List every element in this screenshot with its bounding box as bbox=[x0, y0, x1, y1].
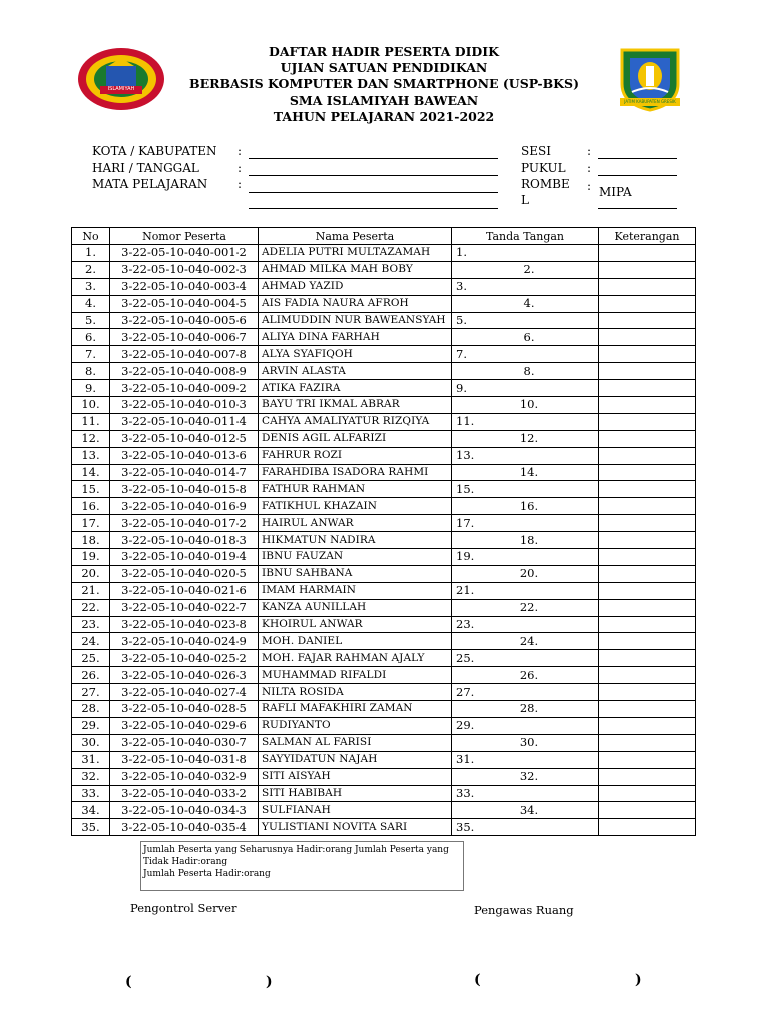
kota-label: KOTA / KABUPATEN bbox=[92, 144, 217, 158]
row-no: 14. bbox=[72, 464, 110, 481]
rombel-value: MIPA bbox=[599, 185, 632, 199]
table-row bbox=[72, 312, 696, 329]
table-row bbox=[72, 413, 696, 430]
row-nama-peserta: SITI HABIBAH bbox=[259, 785, 452, 802]
row-no: 12. bbox=[72, 430, 110, 447]
row-tanda-tangan[interactable] bbox=[452, 278, 599, 295]
col-header-nama: Nama Peserta bbox=[259, 228, 452, 245]
sesi-field[interactable] bbox=[598, 158, 677, 159]
row-nama-peserta: ALIYA DINA FARHAH bbox=[259, 329, 452, 346]
row-tanda-tangan[interactable] bbox=[452, 464, 599, 481]
table-row bbox=[72, 802, 696, 819]
summary-line: Tidak Hadir:orang bbox=[143, 857, 228, 867]
title-line: DAFTAR HADIR PESERTA DIDIK bbox=[269, 44, 499, 59]
table-row bbox=[72, 684, 696, 701]
signature-number: 3. bbox=[456, 279, 467, 294]
table-row bbox=[72, 532, 696, 549]
row-nomor-peserta: 3-22-05-10-040-016-9 bbox=[110, 498, 259, 515]
signature-number: 28. bbox=[519, 701, 539, 716]
table-row bbox=[72, 667, 696, 684]
table-row bbox=[72, 582, 696, 599]
left-signature-close: ) bbox=[266, 974, 273, 990]
row-tanda-tangan[interactable] bbox=[452, 481, 599, 498]
row-keterangan[interactable] bbox=[599, 768, 696, 785]
hari-label: HARI / TANGGAL bbox=[92, 161, 199, 175]
row-nama-peserta: YULISTIANI NOVITA SARI bbox=[259, 819, 452, 836]
row-keterangan[interactable] bbox=[599, 245, 696, 262]
row-nomor-peserta: 3-22-05-10-040-018-3 bbox=[110, 532, 259, 549]
col-header-keterangan: Keterangan bbox=[599, 228, 696, 245]
row-keterangan[interactable] bbox=[599, 329, 696, 346]
row-no: 30. bbox=[72, 734, 110, 751]
row-no: 29. bbox=[72, 717, 110, 734]
row-nama-peserta: ARVIN ALASTA bbox=[259, 363, 452, 380]
row-no: 5. bbox=[72, 312, 110, 329]
row-nomor-peserta: 3-22-05-10-040-031-8 bbox=[110, 751, 259, 768]
row-tanda-tangan[interactable] bbox=[452, 498, 599, 515]
signature-number: 10. bbox=[519, 397, 539, 412]
row-keterangan[interactable] bbox=[599, 701, 696, 718]
signature-number: 22. bbox=[519, 600, 539, 615]
school-logo-text: ISLAMIYAH bbox=[107, 86, 135, 92]
row-tanda-tangan[interactable] bbox=[452, 717, 599, 734]
row-nomor-peserta: 3-22-05-10-040-028-5 bbox=[110, 701, 259, 718]
row-no: 13. bbox=[72, 447, 110, 464]
row-nomor-peserta: 3-22-05-10-040-021-6 bbox=[110, 582, 259, 599]
rombel-field[interactable] bbox=[598, 208, 677, 209]
row-keterangan[interactable] bbox=[599, 734, 696, 751]
right-signature-close: ) bbox=[635, 972, 642, 988]
table-row bbox=[72, 363, 696, 380]
row-no: 7. bbox=[72, 346, 110, 363]
row-keterangan[interactable] bbox=[599, 447, 696, 464]
table-row bbox=[72, 734, 696, 751]
row-no: 21. bbox=[72, 582, 110, 599]
row-no: 10. bbox=[72, 397, 110, 414]
row-keterangan[interactable] bbox=[599, 261, 696, 278]
row-tanda-tangan[interactable] bbox=[452, 515, 599, 532]
col-header-nomor: Nomor Peserta bbox=[110, 228, 259, 245]
row-nama-peserta: SALMAN AL FARISI bbox=[259, 734, 452, 751]
row-keterangan[interactable] bbox=[599, 532, 696, 549]
table-row bbox=[72, 515, 696, 532]
summary-line: Jumlah Peserta yang Seharusnya Hadir:orang Jumlah Peserta yang bbox=[143, 845, 449, 855]
signature-number: 23. bbox=[456, 617, 475, 632]
row-nama-peserta: AHMAD MILKA MAH BOBY bbox=[259, 261, 452, 278]
table-row bbox=[72, 346, 696, 363]
signature-number: 5. bbox=[456, 313, 467, 327]
table-row bbox=[72, 447, 696, 464]
row-no: 15. bbox=[72, 481, 110, 498]
row-keterangan[interactable] bbox=[599, 481, 696, 498]
row-no: 27. bbox=[72, 684, 110, 701]
row-no: 35. bbox=[72, 819, 110, 836]
signature-number: 25. bbox=[456, 650, 475, 665]
row-no: 32. bbox=[72, 768, 110, 785]
title-line: BERBASIS KOMPUTER DAN SMARTPHONE (USP-BKS) bbox=[189, 76, 579, 92]
row-nomor-peserta: 3-22-05-10-040-034-3 bbox=[110, 802, 259, 819]
row-keterangan[interactable] bbox=[599, 515, 696, 532]
row-nomor-peserta: 3-22-05-10-040-022-7 bbox=[110, 599, 259, 616]
row-keterangan[interactable] bbox=[599, 278, 696, 295]
table-row bbox=[72, 498, 696, 515]
table-row bbox=[72, 650, 696, 667]
row-tanda-tangan[interactable] bbox=[452, 261, 599, 278]
signature-number: 8. bbox=[523, 363, 535, 378]
colon: : bbox=[587, 144, 592, 158]
table-row bbox=[72, 633, 696, 650]
row-nomor-peserta: 3-22-05-10-040-002-3 bbox=[110, 261, 259, 278]
document-title bbox=[0, 44, 768, 125]
signature-number: 4. bbox=[523, 296, 535, 311]
row-tanda-tangan[interactable] bbox=[452, 245, 599, 262]
row-tanda-tangan[interactable] bbox=[452, 751, 599, 768]
row-keterangan[interactable] bbox=[599, 802, 696, 819]
summary-box bbox=[140, 841, 464, 891]
title-line: UJIAN SATUAN PENDIDIKAN bbox=[280, 60, 488, 76]
row-keterangan[interactable] bbox=[599, 582, 696, 599]
table-row bbox=[72, 599, 696, 616]
row-nomor-peserta: 3-22-05-10-040-006-7 bbox=[110, 329, 259, 346]
row-keterangan[interactable] bbox=[599, 549, 696, 566]
signature-number: 20. bbox=[519, 566, 539, 581]
row-nama-peserta: DENIS AGIL ALFARIZI bbox=[259, 430, 452, 447]
row-nama-peserta: SULFIANAH bbox=[259, 802, 452, 819]
row-tanda-tangan[interactable] bbox=[452, 785, 599, 802]
signature-number: 30. bbox=[519, 735, 539, 750]
row-keterangan[interactable] bbox=[599, 430, 696, 447]
row-nama-peserta: BAYU TRI IKMAL ABRAR bbox=[259, 397, 452, 414]
row-no: 6. bbox=[72, 329, 110, 346]
row-keterangan[interactable] bbox=[599, 633, 696, 650]
row-tanda-tangan[interactable] bbox=[452, 582, 599, 599]
row-nama-peserta: ALIMUDDIN NUR BAWEANSYAH bbox=[259, 312, 452, 329]
row-keterangan[interactable] bbox=[599, 616, 696, 633]
row-no: 23. bbox=[72, 616, 110, 633]
row-nama-peserta: HIKMATUN NADIRA bbox=[259, 532, 452, 549]
row-tanda-tangan[interactable] bbox=[452, 701, 599, 718]
row-no: 28. bbox=[72, 701, 110, 718]
left-signature-open: ( bbox=[125, 974, 132, 990]
sesi-label: SESI bbox=[521, 144, 551, 158]
row-nomor-peserta: 3-22-05-10-040-033-2 bbox=[110, 785, 259, 802]
row-nomor-peserta: 3-22-05-10-040-012-5 bbox=[110, 430, 259, 447]
colon: : bbox=[238, 144, 243, 158]
row-tanda-tangan[interactable] bbox=[452, 667, 599, 684]
row-keterangan[interactable] bbox=[599, 380, 696, 397]
row-nomor-peserta: 3-22-05-10-040-013-6 bbox=[110, 447, 259, 464]
row-nomor-peserta: 3-22-05-10-040-019-4 bbox=[110, 549, 259, 566]
pengontrol-server-label: Pengontrol Server bbox=[130, 901, 237, 915]
row-no: 4. bbox=[72, 295, 110, 312]
row-keterangan[interactable] bbox=[599, 498, 696, 515]
row-no: 1. bbox=[72, 245, 110, 262]
row-nomor-peserta: 3-22-05-10-040-035-4 bbox=[110, 819, 259, 836]
signature-number: 33. bbox=[456, 785, 475, 800]
row-tanda-tangan[interactable] bbox=[452, 363, 599, 380]
row-nomor-peserta: 3-22-05-10-040-004-5 bbox=[110, 295, 259, 312]
table-row bbox=[72, 430, 696, 447]
row-tanda-tangan[interactable] bbox=[452, 684, 599, 701]
row-keterangan[interactable] bbox=[599, 346, 696, 363]
signature-number: 13. bbox=[456, 448, 475, 463]
row-nomor-peserta: 3-22-05-10-040-027-4 bbox=[110, 684, 259, 701]
row-nama-peserta: ATIKA FAZIRA bbox=[259, 380, 452, 397]
table-row bbox=[72, 616, 696, 633]
table-row bbox=[72, 329, 696, 346]
row-keterangan[interactable] bbox=[599, 397, 696, 414]
row-tanda-tangan[interactable] bbox=[452, 616, 599, 633]
row-no: 31. bbox=[72, 751, 110, 768]
row-nama-peserta: AHMAD YAZID bbox=[259, 278, 452, 295]
row-nomor-peserta: 3-22-05-10-040-009-2 bbox=[110, 380, 259, 397]
row-no: 26. bbox=[72, 667, 110, 684]
row-no: 3. bbox=[72, 278, 110, 295]
pukul-field[interactable] bbox=[598, 175, 677, 176]
row-no: 9. bbox=[72, 380, 110, 397]
regency-logo-text: JATIM KABUPATEN GRESIK bbox=[624, 99, 676, 104]
table-row bbox=[72, 701, 696, 718]
row-nomor-peserta: 3-22-05-10-040-014-7 bbox=[110, 464, 259, 481]
row-tanda-tangan[interactable] bbox=[452, 549, 599, 566]
row-tanda-tangan[interactable] bbox=[452, 819, 599, 836]
row-keterangan[interactable] bbox=[599, 717, 696, 734]
table-row bbox=[72, 380, 696, 397]
signature-number: 26. bbox=[519, 667, 539, 682]
row-tanda-tangan[interactable] bbox=[452, 650, 599, 667]
row-nama-peserta: KHOIRUL ANWAR bbox=[259, 616, 452, 633]
row-nomor-peserta: 3-22-05-10-040-024-9 bbox=[110, 633, 259, 650]
row-keterangan[interactable] bbox=[599, 751, 696, 768]
signature-number: 2. bbox=[523, 262, 535, 277]
signature-number: 18. bbox=[519, 532, 539, 547]
col-header-ttd: Tanda Tangan bbox=[452, 228, 599, 245]
row-no: 17. bbox=[72, 515, 110, 532]
row-tanda-tangan[interactable] bbox=[452, 802, 599, 819]
row-keterangan[interactable] bbox=[599, 565, 696, 582]
row-nomor-peserta: 3-22-05-10-040-023-8 bbox=[110, 616, 259, 633]
row-keterangan[interactable] bbox=[599, 599, 696, 616]
row-nama-peserta: RAFLI MAFAKHIRI ZAMAN bbox=[259, 701, 452, 718]
table-row bbox=[72, 565, 696, 582]
row-nama-peserta: IBNU FAUZAN bbox=[259, 549, 452, 566]
row-nomor-peserta: 3-22-05-10-040-020-5 bbox=[110, 565, 259, 582]
table-row bbox=[72, 785, 696, 802]
table-row bbox=[72, 397, 696, 414]
signature-number: 32. bbox=[519, 769, 539, 784]
row-no: 8. bbox=[72, 363, 110, 380]
row-no: 20. bbox=[72, 565, 110, 582]
row-keterangan[interactable] bbox=[599, 312, 696, 329]
title-line: TAHUN PELAJARAN 2021-2022 bbox=[273, 108, 495, 124]
row-nama-peserta: MOH. FAJAR RAHMAN AJALY bbox=[259, 650, 452, 667]
signature-number: 34. bbox=[519, 802, 539, 817]
table-row bbox=[72, 768, 696, 785]
table-row bbox=[72, 549, 696, 566]
table-row bbox=[72, 481, 696, 498]
row-keterangan[interactable] bbox=[599, 295, 696, 312]
signature-number: 35. bbox=[456, 819, 475, 834]
colon: : bbox=[238, 177, 243, 191]
row-no: 25. bbox=[72, 650, 110, 667]
colon: : bbox=[238, 161, 243, 175]
table-row bbox=[72, 295, 696, 312]
signature-number: 29. bbox=[456, 718, 475, 733]
row-nama-peserta: MUHAMMAD RIFALDI bbox=[259, 667, 452, 684]
row-nama-peserta: FARAHDIBA ISADORA RAHMI bbox=[259, 464, 452, 481]
table-row bbox=[72, 819, 696, 836]
title-line: SMA ISLAMIYAH BAWEAN bbox=[289, 92, 479, 108]
row-nomor-peserta: 3-22-05-10-040-001-2 bbox=[110, 245, 259, 262]
summary-line: Jumlah Peserta Hadir:orang bbox=[143, 869, 271, 879]
signature-number: 31. bbox=[456, 752, 475, 767]
signature-number: 16. bbox=[519, 498, 539, 513]
signature-number: 14. bbox=[519, 465, 539, 480]
row-no: 34. bbox=[72, 802, 110, 819]
row-nama-peserta: FATHUR RAHMAN bbox=[259, 481, 452, 498]
signature-number: 21. bbox=[456, 583, 475, 598]
row-nomor-peserta: 3-22-05-10-040-026-3 bbox=[110, 667, 259, 684]
signature-number: 19. bbox=[456, 549, 475, 564]
table-row bbox=[72, 245, 696, 262]
row-tanda-tangan[interactable] bbox=[452, 295, 599, 312]
row-nama-peserta: ALYA SYAFIQOH bbox=[259, 346, 452, 363]
table-row bbox=[72, 278, 696, 295]
col-header-no: No bbox=[72, 228, 110, 245]
signature-number: 27. bbox=[456, 684, 475, 699]
row-keterangan[interactable] bbox=[599, 785, 696, 802]
signature-number: 11. bbox=[456, 414, 475, 429]
row-no: 2. bbox=[72, 261, 110, 278]
signature-number: 7. bbox=[456, 346, 467, 361]
row-nama-peserta: RUDIYANTO bbox=[259, 717, 452, 734]
signature-number: 12. bbox=[519, 431, 539, 446]
signature-number: 24. bbox=[519, 633, 539, 648]
row-tanda-tangan[interactable] bbox=[452, 397, 599, 414]
row-tanda-tangan[interactable] bbox=[452, 768, 599, 785]
row-nama-peserta: NILTA ROSIDA bbox=[259, 684, 452, 701]
attendance-table bbox=[71, 227, 696, 836]
row-no: 33. bbox=[72, 785, 110, 802]
table-header-row bbox=[72, 228, 696, 245]
row-nama-peserta: SITI AISYAH bbox=[259, 768, 452, 785]
row-keterangan[interactable] bbox=[599, 819, 696, 836]
row-no: 11. bbox=[72, 413, 110, 430]
row-tanda-tangan[interactable] bbox=[452, 734, 599, 751]
row-nomor-peserta: 3-22-05-10-040-029-6 bbox=[110, 717, 259, 734]
colon: : bbox=[587, 161, 592, 175]
row-nama-peserta: SAYYIDATUN NAJAH bbox=[259, 751, 452, 768]
table-row bbox=[72, 717, 696, 734]
rombel-label-wrap: L bbox=[521, 193, 529, 207]
table-row bbox=[72, 751, 696, 768]
row-nomor-peserta: 3-22-05-10-040-017-2 bbox=[110, 515, 259, 532]
row-tanda-tangan[interactable] bbox=[452, 430, 599, 447]
right-signature-open: ( bbox=[474, 972, 481, 988]
row-nomor-peserta: 3-22-05-10-040-032-9 bbox=[110, 768, 259, 785]
hari-field[interactable] bbox=[249, 175, 498, 176]
row-nomor-peserta: 3-22-05-10-040-011-4 bbox=[110, 413, 259, 430]
row-nomor-peserta: 3-22-05-10-040-025-2 bbox=[110, 650, 259, 667]
row-tanda-tangan[interactable] bbox=[452, 346, 599, 363]
row-tanda-tangan[interactable] bbox=[452, 380, 599, 397]
row-nama-peserta: IBNU SAHBANA bbox=[259, 565, 452, 582]
colon: : bbox=[587, 179, 592, 193]
row-tanda-tangan[interactable] bbox=[452, 312, 599, 329]
row-tanda-tangan[interactable] bbox=[452, 565, 599, 582]
row-keterangan[interactable] bbox=[599, 413, 696, 430]
row-nama-peserta: FAHRUR ROZI bbox=[259, 447, 452, 464]
mapel-label: MATA PELAJARAN bbox=[92, 177, 208, 191]
kota-field[interactable] bbox=[249, 158, 498, 159]
pukul-label: PUKUL bbox=[521, 161, 566, 175]
row-nama-peserta: HAIRUL ANWAR bbox=[259, 515, 452, 532]
row-nama-peserta: MOH. DANIEL bbox=[259, 633, 452, 650]
row-nomor-peserta: 3-22-05-10-040-003-4 bbox=[110, 278, 259, 295]
row-nama-peserta: IMAM HARMAIN bbox=[259, 582, 452, 599]
signature-number: 1. bbox=[456, 245, 467, 260]
row-nomor-peserta: 3-22-05-10-040-015-8 bbox=[110, 481, 259, 498]
pengawas-ruang-label: Pengawas Ruang bbox=[474, 903, 574, 917]
signature-number: 9. bbox=[456, 380, 467, 395]
table-row bbox=[72, 464, 696, 481]
row-tanda-tangan[interactable] bbox=[452, 413, 599, 430]
row-nama-peserta: CAHYA AMALIYATUR RIZQIYA bbox=[259, 413, 452, 430]
row-nomor-peserta: 3-22-05-10-040-010-3 bbox=[110, 397, 259, 414]
rombel-label: ROMBE bbox=[521, 177, 570, 191]
row-no: 22. bbox=[72, 599, 110, 616]
row-tanda-tangan[interactable] bbox=[452, 447, 599, 464]
row-tanda-tangan[interactable] bbox=[452, 599, 599, 616]
row-no: 18. bbox=[72, 532, 110, 549]
row-nama-peserta: KANZA AUNILLAH bbox=[259, 599, 452, 616]
row-keterangan[interactable] bbox=[599, 363, 696, 380]
row-no: 16. bbox=[72, 498, 110, 515]
row-keterangan[interactable] bbox=[599, 667, 696, 684]
row-no: 24. bbox=[72, 633, 110, 650]
row-keterangan[interactable] bbox=[599, 650, 696, 667]
row-tanda-tangan[interactable] bbox=[452, 633, 599, 650]
signature-number: 15. bbox=[456, 481, 475, 496]
row-nomor-peserta: 3-22-05-10-040-008-9 bbox=[110, 363, 259, 380]
row-tanda-tangan[interactable] bbox=[452, 532, 599, 549]
row-nama-peserta: ADELIA PUTRI MULTAZAMAH bbox=[259, 245, 452, 262]
row-nomor-peserta: 3-22-05-10-040-005-6 bbox=[110, 312, 259, 329]
row-tanda-tangan[interactable] bbox=[452, 329, 599, 346]
signature-number: 6. bbox=[523, 329, 535, 344]
row-keterangan[interactable] bbox=[599, 464, 696, 481]
table-row bbox=[72, 261, 696, 278]
row-keterangan[interactable] bbox=[599, 684, 696, 701]
row-nomor-peserta: 3-22-05-10-040-030-7 bbox=[110, 734, 259, 751]
row-nomor-peserta: 3-22-05-10-040-007-8 bbox=[110, 346, 259, 363]
mapel-field-line2[interactable] bbox=[249, 208, 498, 209]
row-nama-peserta: FATIKHUL KHAZAIN bbox=[259, 498, 452, 515]
row-no: 19. bbox=[72, 549, 110, 566]
mapel-field[interactable] bbox=[249, 192, 498, 193]
signature-number: 17. bbox=[456, 515, 475, 530]
row-nama-peserta: AIS FADIA NAURA AFROH bbox=[259, 295, 452, 312]
